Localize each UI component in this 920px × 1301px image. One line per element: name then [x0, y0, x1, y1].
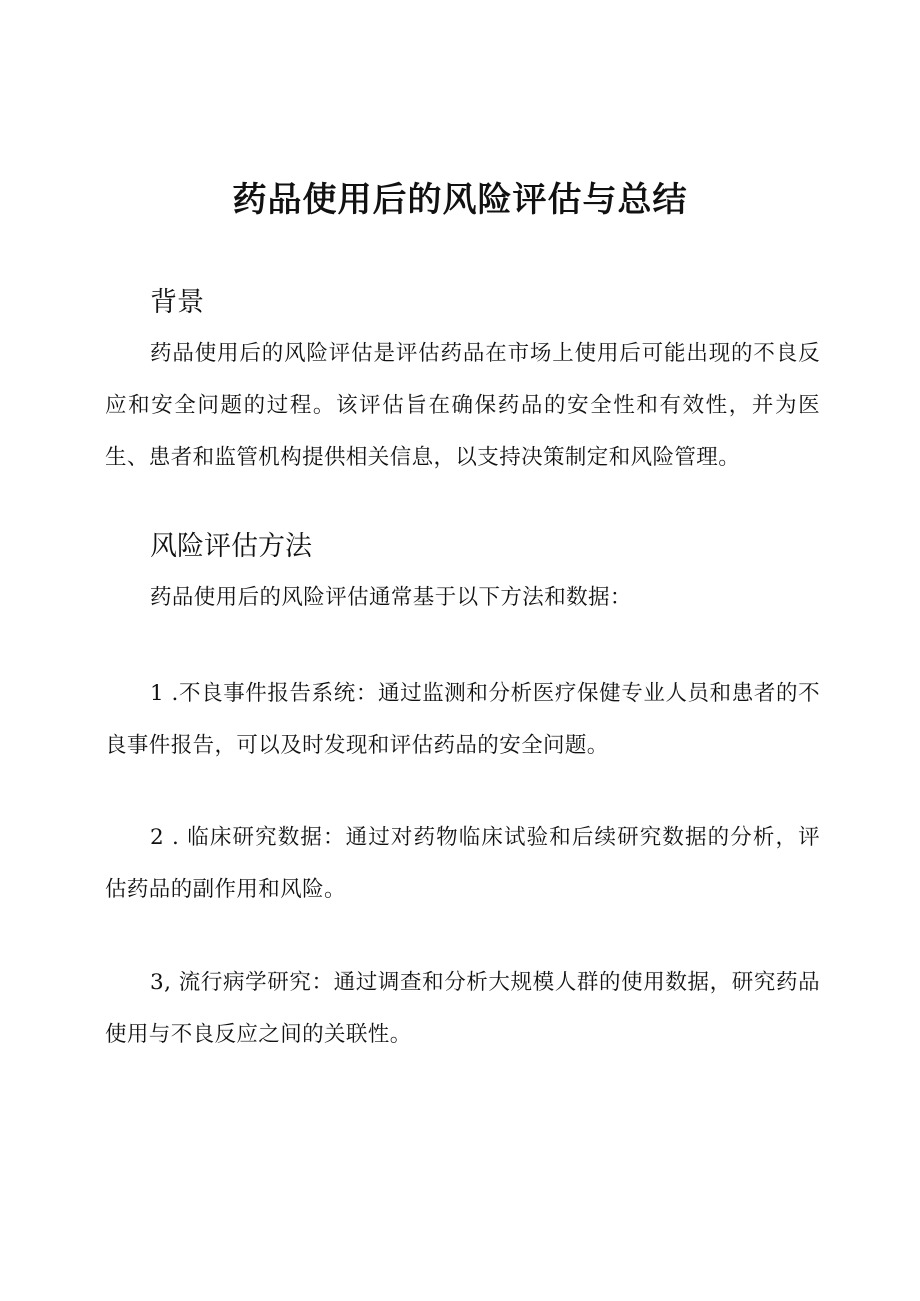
- background-paragraph: 药品使用后的风险评估是评估药品在市场上使用后可能出现的不良反应和安全问题的过程。该评估旨在确保药品的安全性和有效性，并为医生、患者和监管机构提供相关信息，以支持决策制定和风险管理。: [105, 341, 820, 470]
- section-heading-methods: 风险评估方法: [150, 531, 312, 562]
- methods-intro-paragraph: 药品使用后的风险评估通常基于以下方法和数据：: [150, 585, 632, 610]
- method-item-1: 1 .不良事件报告系统：通过监测和分析医疗保健专业人员和患者的不良事件报告，可以及时发现和评估药品的安全问题。: [105, 681, 820, 758]
- section-heading-background: 背景: [150, 287, 204, 318]
- method-item-2: 2 . 临床研究数据：通过对药物临床试验和后续研究数据的分析，评估药品的副作用和风险。: [105, 825, 820, 902]
- document-title: 药品使用后的风险评估与总结: [232, 180, 688, 220]
- method-item-3: 3, 流行病学研究：通过调查和分析大规模人群的使用数据，研究药品使用与不良反应之间的关联性。: [105, 970, 820, 1047]
